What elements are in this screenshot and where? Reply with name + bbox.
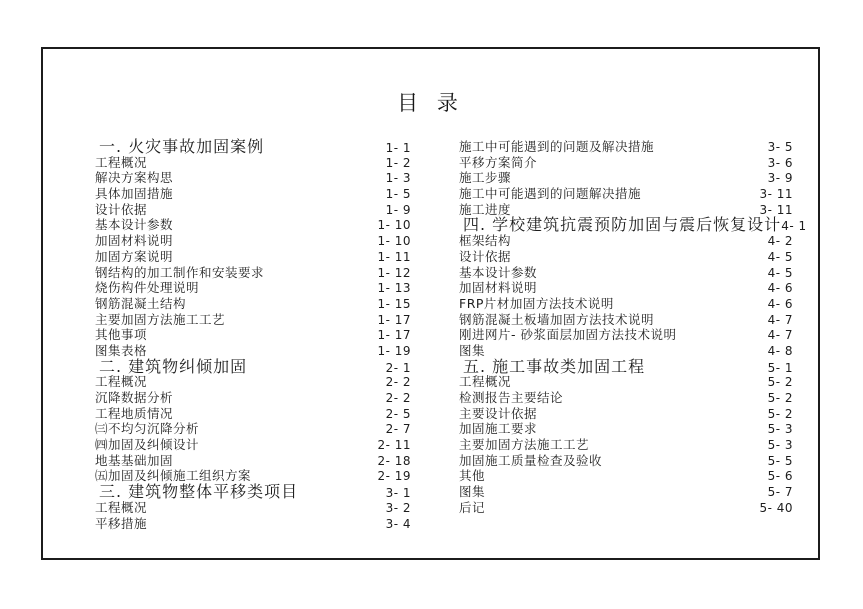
toc-entry-page: 3- 5	[767, 140, 793, 154]
toc-entry-page: 1- 13	[377, 281, 411, 296]
toc-entry-label: 五. 施工事故类加固工程	[463, 356, 646, 376]
toc-entry	[95, 327, 411, 343]
toc-entry-page: 2- 11	[377, 438, 411, 453]
toc-entry-page: 5- 7	[767, 485, 793, 500]
toc-entry-page: 1- 9	[385, 202, 411, 217]
toc-entry-label: 主要设计依据	[459, 405, 538, 421]
toc-entry-page: 2- 18	[377, 453, 411, 468]
toc-entry-label: 沉降数据分析	[95, 390, 174, 405]
toc-entry-page: 3- 1	[385, 486, 411, 501]
toc-entry-label: 基本设计参数	[95, 217, 174, 233]
toc-entry	[459, 312, 793, 328]
toc-entry-label: 地基基础加固	[95, 452, 174, 468]
toc-entry-page: 4- 7	[767, 312, 793, 327]
toc-entry-page: 3- 11	[759, 187, 793, 202]
toc-entry-page: 2- 5	[385, 406, 411, 421]
toc-entry-page: 5- 2	[767, 375, 793, 390]
toc-entry	[95, 453, 411, 469]
toc-entry-label: 加固施工质量检查及验收	[459, 452, 603, 468]
toc-entry-label: 工程概况	[95, 499, 148, 515]
toc-entry-label: 框架结构	[459, 233, 512, 249]
toc-entry-label: 检测报告主要结论	[459, 390, 564, 405]
toc-entry-page: 5- 2	[767, 406, 793, 421]
toc-entry	[459, 500, 793, 516]
toc-section-heading	[459, 356, 793, 376]
toc-entry-page: 5- 3	[767, 422, 793, 437]
toc-entry-label: 钢筋混凝土结构	[95, 295, 187, 311]
toc-entry-label: 加固材料说明	[95, 233, 174, 249]
toc-entry-page: 1- 15	[377, 296, 411, 311]
toc-entry-page: 5- 1	[767, 360, 793, 375]
toc-entry	[459, 327, 793, 343]
toc-entry-page: 5- 3	[767, 438, 793, 453]
toc-entry	[459, 390, 793, 406]
toc-entry	[95, 296, 411, 312]
toc-entry-page: 3- 6	[767, 155, 793, 170]
toc-entry-page: 4- 6	[767, 281, 793, 296]
toc-entry-page: 4- 7	[767, 328, 793, 343]
toc-entry-label: 平移方案简介	[459, 154, 538, 170]
toc-entry	[459, 280, 793, 296]
toc-entry-label: FRP片材加固方法技术说明	[459, 295, 614, 311]
toc-entry-label: 图集表格	[95, 342, 148, 358]
toc-entry	[459, 374, 793, 390]
toc-entry	[95, 249, 411, 265]
toc-entry	[95, 500, 411, 516]
toc-entry-label: ㈢不均匀沉降分析	[95, 421, 200, 437]
toc-entry-label: 三. 建筑物整体平移类项目	[99, 482, 299, 502]
toc-entry	[95, 217, 411, 233]
document-page	[41, 47, 820, 560]
toc-entry-page: 1- 3	[385, 171, 411, 186]
toc-entry-label: 设计依据	[95, 201, 148, 217]
toc-entry-page: 2- 2	[385, 391, 411, 405]
toc-entry	[95, 155, 411, 171]
toc-entry-label: 其他事项	[95, 327, 148, 343]
toc-column-right	[459, 139, 807, 516]
toc-entry-page: 3- 11	[759, 202, 793, 217]
toc-entry	[95, 312, 411, 328]
toc-entry	[459, 296, 793, 312]
toc-entry-label: ㈤加固及纠倾施工组织方案	[95, 468, 252, 484]
toc-section-heading	[95, 356, 411, 376]
toc-entry-label: 主要加固方法施工工艺	[95, 311, 226, 327]
toc-entry	[459, 155, 793, 171]
toc-entry-label: 基本设计参数	[459, 264, 538, 280]
toc-entry-page: 1- 17	[377, 312, 411, 327]
toc-entry-label: 施工步骤	[459, 170, 512, 186]
toc-entry-label: 施工中可能遇到的问题及解决措施	[459, 139, 655, 154]
toc-entry-label: 图集	[459, 484, 486, 500]
toc-entry-label: 烧伤构件处理说明	[95, 280, 200, 296]
toc-entry-label: 二. 建筑物纠倾加固	[99, 356, 248, 376]
toc-entry-page: 3- 4	[385, 516, 411, 531]
toc-entry	[459, 249, 793, 265]
toc-entry-page: 1- 11	[377, 249, 411, 264]
toc-entry	[459, 421, 793, 437]
toc-entry-page: 3- 2	[385, 500, 411, 515]
toc-entry-label: 解决方案构思	[95, 170, 174, 186]
toc-entry	[95, 265, 411, 281]
toc-entry-label: 加固方案说明	[95, 248, 174, 264]
toc-section-heading	[459, 215, 807, 235]
toc-entry-label: 平移措施	[95, 515, 148, 531]
toc-entry-label: 一. 火灾事故加固案例	[99, 137, 265, 156]
toc-entry	[95, 186, 411, 202]
toc-entry	[459, 170, 793, 186]
toc-entry-page: 5- 40	[759, 500, 793, 515]
toc-column-left	[95, 139, 411, 531]
toc-entry-page: 5- 2	[767, 391, 793, 405]
toc-entry-label: 施工中可能遇到的问题解决措施	[459, 186, 642, 202]
toc-entry-page: 4- 8	[767, 343, 793, 358]
toc-section-heading	[95, 139, 411, 155]
toc-entry-label: 钢结构的加工制作和安装要求	[95, 264, 265, 280]
toc-entry-label: 刚进网片- 砂浆面层加固方法技术说明	[459, 327, 677, 343]
toc-entry	[459, 406, 793, 422]
toc-entry	[459, 233, 793, 249]
toc-entry	[95, 390, 411, 406]
toc-entry	[459, 437, 793, 453]
toc-entry-page: 1- 12	[377, 265, 411, 280]
toc-entry-label: 四. 学校建筑抗震预防加固与震后恢复设计	[463, 215, 782, 235]
toc-entry-label: 主要加固方法施工工艺	[459, 437, 590, 453]
toc-entry-label: 施工进度	[459, 201, 512, 217]
toc-entry-label: 工程地质情况	[95, 405, 174, 421]
toc-entry-page: 2- 1	[385, 360, 411, 375]
toc-entry	[95, 280, 411, 296]
toc-entry-page: 2- 2	[385, 375, 411, 390]
toc-entry-label: 钢筋混凝土板墙加固方法技术说明	[459, 311, 655, 327]
toc-entry	[95, 421, 411, 437]
toc-entry-label: 加固材料说明	[459, 280, 538, 296]
toc-entry	[95, 202, 411, 218]
toc-entry	[95, 170, 411, 186]
toc-entry-page: 4- 2	[767, 234, 793, 249]
toc-entry-label: 加固施工要求	[459, 421, 538, 437]
toc-entry	[95, 516, 411, 532]
toc-entry-page: 5- 6	[767, 469, 793, 484]
toc-entry-page: 4- 6	[767, 296, 793, 311]
toc-entry-page: 1- 10	[377, 218, 411, 233]
toc-entry-label: 后记	[459, 499, 486, 515]
toc-entry	[459, 468, 793, 484]
toc-entry-page: 4- 1	[781, 219, 807, 234]
toc-entry-label: ㈣加固及纠倾设计	[95, 437, 200, 453]
toc-entry	[459, 453, 793, 469]
toc-entry-page: 1- 19	[377, 343, 411, 358]
toc-entry-label: 工程概况	[459, 374, 512, 390]
toc-entry	[95, 374, 411, 390]
toc-entry-page: 3- 9	[767, 171, 793, 186]
toc-entry-page: 1- 17	[377, 328, 411, 343]
toc-section-heading	[95, 484, 411, 500]
toc-entry-label: 具体加固措施	[95, 186, 174, 202]
toc-entry-label: 工程概况	[95, 374, 148, 390]
toc-entry-page: 4- 5	[767, 265, 793, 280]
toc-entry	[459, 139, 793, 155]
toc-entry-page: 4- 5	[767, 249, 793, 264]
toc-entry-label: 设计依据	[459, 248, 512, 264]
toc-entry-label: 工程概况	[95, 154, 148, 170]
toc-entry	[95, 406, 411, 422]
toc-entry-page: 2- 19	[377, 469, 411, 484]
toc-entry	[95, 437, 411, 453]
toc-entry-page: 1- 2	[385, 155, 411, 170]
toc-entry-label: 图集	[459, 342, 486, 358]
toc-entry-page: 1- 5	[385, 187, 411, 202]
toc-entry	[459, 484, 793, 500]
toc-entry-label: 其他	[459, 468, 486, 484]
toc-entry-page: 1- 10	[377, 234, 411, 249]
page-title: 目 录	[397, 91, 464, 115]
toc-entry-page: 5- 5	[767, 453, 793, 468]
toc-entry	[459, 265, 793, 281]
toc-entry	[95, 233, 411, 249]
toc-entry-page: 2- 7	[385, 422, 411, 437]
toc-entry	[459, 186, 793, 202]
toc-entry-page: 1- 1	[385, 141, 411, 155]
